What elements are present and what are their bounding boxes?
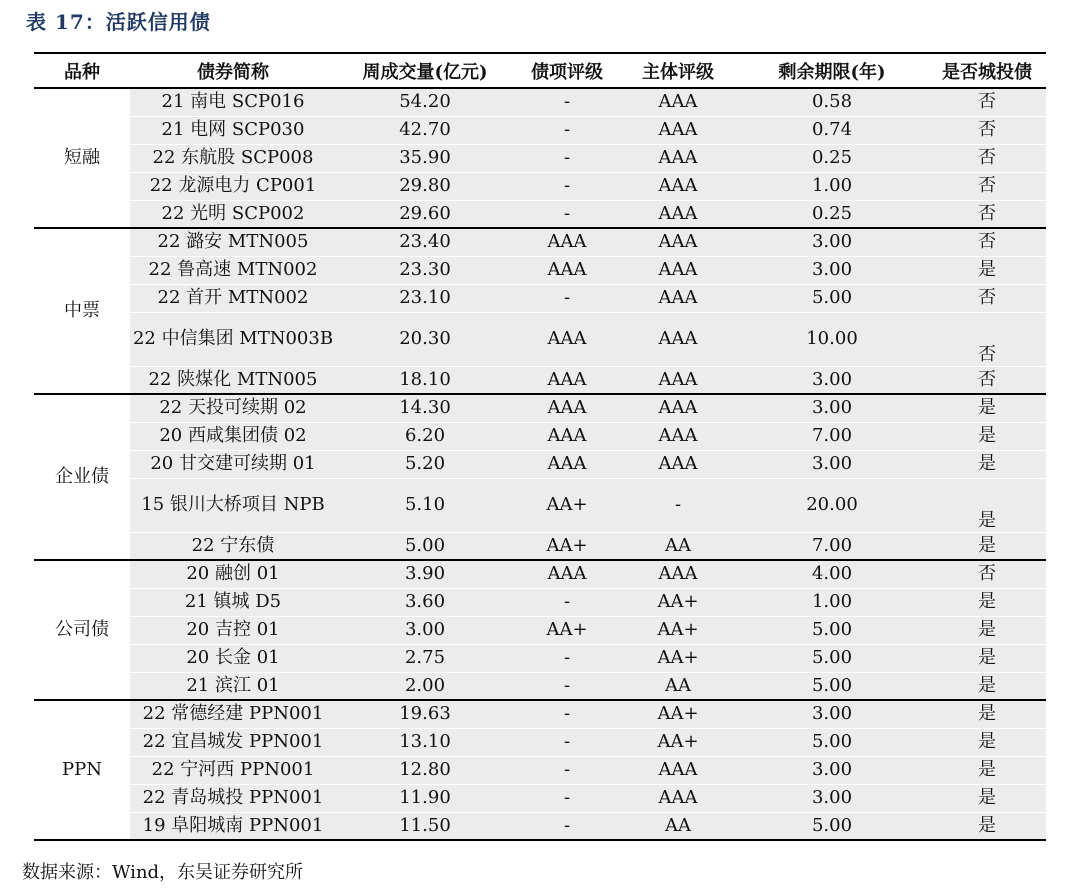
table-row	[34, 616, 1046, 644]
city-investment-flag: 否	[928, 560, 1046, 588]
issuer-rating: AAA	[620, 450, 736, 478]
table-row	[34, 116, 1046, 144]
category-cell: 中票	[34, 228, 130, 394]
bond-name: 21 电网 SCP030	[130, 116, 336, 144]
header-row	[34, 53, 1046, 88]
issuer-rating: AAA	[620, 560, 736, 588]
category-cell: 企业债	[34, 394, 130, 560]
bond-rating: -	[514, 144, 620, 172]
group-corporate-bonds	[34, 560, 1046, 700]
bond-name: 22 宜昌城发 PPN001	[130, 728, 336, 756]
remaining-term: 5.00	[736, 672, 928, 700]
issuer-rating: AAA	[620, 200, 736, 228]
city-investment-flag: 否	[928, 144, 1046, 172]
weekly-volume: 19.63	[336, 700, 514, 728]
weekly-volume: 18.10	[336, 366, 514, 394]
bond-rating: -	[514, 700, 620, 728]
weekly-volume: 2.00	[336, 672, 514, 700]
city-investment-flag: 否	[928, 284, 1046, 312]
bond-rating: AAA	[514, 422, 620, 450]
bond-name: 22 宁东债	[130, 532, 336, 560]
bond-rating: -	[514, 756, 620, 784]
table-row	[34, 478, 1046, 532]
bond-rating: AAA	[514, 394, 620, 422]
weekly-volume: 35.90	[336, 144, 514, 172]
issuer-rating: AA+	[620, 728, 736, 756]
city-investment-flag: 是	[928, 728, 1046, 756]
issuer-rating: AAA	[620, 422, 736, 450]
remaining-term: 4.00	[736, 560, 928, 588]
city-investment-flag: 否	[928, 200, 1046, 228]
city-investment-flag: 是	[928, 478, 1046, 532]
bond-name: 15 银川大桥项目 NPB	[130, 478, 336, 532]
remaining-term: 3.00	[736, 450, 928, 478]
remaining-term: 3.00	[736, 700, 928, 728]
bond-rating: -	[514, 116, 620, 144]
issuer-rating: AA	[620, 812, 736, 840]
remaining-term: 3.00	[736, 784, 928, 812]
remaining-term: 5.00	[736, 728, 928, 756]
issuer-rating: AA	[620, 672, 736, 700]
table-row	[34, 256, 1046, 284]
issuer-rating: -	[620, 478, 736, 532]
bond-rating: -	[514, 200, 620, 228]
remaining-term: 0.58	[736, 88, 928, 116]
table-row	[34, 172, 1046, 200]
remaining-term: 10.00	[736, 312, 928, 366]
weekly-volume: 3.90	[336, 560, 514, 588]
city-investment-flag: 是	[928, 784, 1046, 812]
city-investment-flag: 是	[928, 422, 1046, 450]
weekly-volume: 23.10	[336, 284, 514, 312]
remaining-term: 3.00	[736, 256, 928, 284]
bond-name: 20 西咸集团债 02	[130, 422, 336, 450]
bond-rating: -	[514, 88, 620, 116]
weekly-volume: 6.20	[336, 422, 514, 450]
issuer-rating: AAA	[620, 88, 736, 116]
city-investment-flag: 是	[928, 532, 1046, 560]
issuer-rating: AAA	[620, 784, 736, 812]
bond-name: 22 常德经建 PPN001	[130, 700, 336, 728]
bond-name: 22 中信集团 MTN003B	[130, 312, 336, 366]
table-row	[34, 672, 1046, 700]
issuer-rating: AA	[620, 532, 736, 560]
table-row	[34, 450, 1046, 478]
weekly-volume: 23.30	[336, 256, 514, 284]
table-row	[34, 532, 1046, 560]
table-row	[34, 812, 1046, 840]
bond-name: 22 龙源电力 CP001	[130, 172, 336, 200]
bond-rating: -	[514, 728, 620, 756]
table-row	[34, 366, 1046, 394]
table-row	[34, 144, 1046, 172]
bond-rating: -	[514, 588, 620, 616]
city-investment-flag: 是	[928, 588, 1046, 616]
remaining-term: 5.00	[736, 284, 928, 312]
issuer-rating: AAA	[620, 144, 736, 172]
header-bond-rating: 债项评级	[514, 53, 620, 88]
remaining-term: 5.00	[736, 812, 928, 840]
city-investment-flag: 是	[928, 700, 1046, 728]
active-credit-bond-table	[34, 52, 1046, 841]
weekly-volume: 11.90	[336, 784, 514, 812]
weekly-volume: 5.00	[336, 532, 514, 560]
group-short-term-notes	[34, 88, 1046, 228]
city-investment-flag: 否	[928, 172, 1046, 200]
city-investment-flag: 否	[928, 312, 1046, 366]
remaining-term: 20.00	[736, 478, 928, 532]
city-investment-flag: 是	[928, 256, 1046, 284]
header-city-investment: 是否城投债	[928, 53, 1046, 88]
weekly-volume: 29.60	[336, 200, 514, 228]
bond-rating: AAA	[514, 450, 620, 478]
table-row	[34, 700, 1046, 728]
group-enterprise-bonds	[34, 394, 1046, 560]
bond-name: 20 长金 01	[130, 644, 336, 672]
bond-name: 22 光明 SCP002	[130, 200, 336, 228]
remaining-term: 7.00	[736, 532, 928, 560]
header-weekly-volume: 周成交量(亿元)	[336, 53, 514, 88]
table-row	[34, 394, 1046, 422]
bond-rating: AA+	[514, 532, 620, 560]
category-cell: PPN	[34, 700, 130, 840]
remaining-term: 5.00	[736, 644, 928, 672]
bond-name: 20 融创 01	[130, 560, 336, 588]
bond-rating: AA+	[514, 616, 620, 644]
bond-name: 20 吉控 01	[130, 616, 336, 644]
city-investment-flag: 是	[928, 644, 1046, 672]
bond-name: 22 首开 MTN002	[130, 284, 336, 312]
bond-name: 22 潞安 MTN005	[130, 228, 336, 256]
bond-rating: AAA	[514, 560, 620, 588]
category-cell: 短融	[34, 88, 130, 228]
weekly-volume: 5.10	[336, 478, 514, 532]
bond-name: 22 宁河西 PPN001	[130, 756, 336, 784]
weekly-volume: 3.60	[336, 588, 514, 616]
issuer-rating: AAA	[620, 394, 736, 422]
bond-rating: -	[514, 784, 620, 812]
table-row	[34, 756, 1046, 784]
weekly-volume: 11.50	[336, 812, 514, 840]
bond-rating: -	[514, 284, 620, 312]
city-investment-flag: 否	[928, 228, 1046, 256]
bond-name: 21 镇城 D5	[130, 588, 336, 616]
table-row	[34, 560, 1046, 588]
header-bond-name: 债券简称	[130, 53, 336, 88]
city-investment-flag: 是	[928, 450, 1046, 478]
table-row	[34, 588, 1046, 616]
city-investment-flag: 是	[928, 672, 1046, 700]
bond-name: 22 青岛城投 PPN001	[130, 784, 336, 812]
bond-name: 21 滨江 01	[130, 672, 336, 700]
bond-rating: AAA	[514, 256, 620, 284]
table-row	[34, 88, 1046, 116]
bond-name: 22 天投可续期 02	[130, 394, 336, 422]
table-row	[34, 422, 1046, 450]
bond-name: 20 甘交建可续期 01	[130, 450, 336, 478]
weekly-volume: 13.10	[336, 728, 514, 756]
issuer-rating: AA+	[620, 644, 736, 672]
header-remaining-term: 剩余期限(年)	[736, 53, 928, 88]
bond-rating: AAA	[514, 366, 620, 394]
source-note: 数据来源：Wind，东吴证券研究所	[22, 862, 304, 883]
city-investment-flag: 否	[928, 88, 1046, 116]
remaining-term: 3.00	[736, 228, 928, 256]
bond-name: 22 鲁高速 MTN002	[130, 256, 336, 284]
city-investment-flag: 否	[928, 116, 1046, 144]
bond-name: 22 东航股 SCP008	[130, 144, 336, 172]
weekly-volume: 12.80	[336, 756, 514, 784]
remaining-term: 1.00	[736, 588, 928, 616]
issuer-rating: AAA	[620, 366, 736, 394]
remaining-term: 0.25	[736, 200, 928, 228]
issuer-rating: AAA	[620, 756, 736, 784]
remaining-term: 3.00	[736, 366, 928, 394]
table-row	[34, 228, 1046, 256]
issuer-rating: AA+	[620, 588, 736, 616]
bond-rating: AAA	[514, 312, 620, 366]
weekly-volume: 14.30	[336, 394, 514, 422]
bond-rating: -	[514, 812, 620, 840]
remaining-term: 1.00	[736, 172, 928, 200]
remaining-term: 5.00	[736, 616, 928, 644]
bond-rating: -	[514, 172, 620, 200]
weekly-volume: 20.30	[336, 312, 514, 366]
bond-rating: AA+	[514, 478, 620, 532]
bond-name: 22 陕煤化 MTN005	[130, 366, 336, 394]
table-row	[34, 644, 1046, 672]
issuer-rating: AAA	[620, 228, 736, 256]
bond-name: 21 南电 SCP016	[130, 88, 336, 116]
header-category: 品种	[34, 53, 130, 88]
issuer-rating: AAA	[620, 256, 736, 284]
group-ppn	[34, 700, 1046, 840]
remaining-term: 7.00	[736, 422, 928, 450]
weekly-volume: 5.20	[336, 450, 514, 478]
weekly-volume: 54.20	[336, 88, 514, 116]
issuer-rating: AAA	[620, 172, 736, 200]
city-investment-flag: 是	[928, 394, 1046, 422]
city-investment-flag: 否	[928, 366, 1046, 394]
table-row	[34, 200, 1046, 228]
bond-name: 19 阜阳城南 PPN001	[130, 812, 336, 840]
weekly-volume: 23.40	[336, 228, 514, 256]
bond-rating: AAA	[514, 228, 620, 256]
city-investment-flag: 是	[928, 812, 1046, 840]
issuer-rating: AAA	[620, 284, 736, 312]
category-cell: 公司债	[34, 560, 130, 700]
bond-rating: -	[514, 672, 620, 700]
weekly-volume: 42.70	[336, 116, 514, 144]
bond-rating: -	[514, 644, 620, 672]
group-medium-term-notes	[34, 228, 1046, 394]
city-investment-flag: 是	[928, 616, 1046, 644]
issuer-rating: AA+	[620, 616, 736, 644]
table-row	[34, 312, 1046, 366]
issuer-rating: AAA	[620, 116, 736, 144]
table-row	[34, 284, 1046, 312]
remaining-term: 3.00	[736, 756, 928, 784]
weekly-volume: 3.00	[336, 616, 514, 644]
header-issuer-rating: 主体评级	[620, 53, 736, 88]
table-row	[34, 784, 1046, 812]
weekly-volume: 29.80	[336, 172, 514, 200]
issuer-rating: AA+	[620, 700, 736, 728]
issuer-rating: AAA	[620, 312, 736, 366]
table-row	[34, 728, 1046, 756]
remaining-term: 0.25	[736, 144, 928, 172]
table-caption: 表 17：活跃信用债	[26, 10, 211, 34]
city-investment-flag: 是	[928, 756, 1046, 784]
weekly-volume: 2.75	[336, 644, 514, 672]
remaining-term: 3.00	[736, 394, 928, 422]
remaining-term: 0.74	[736, 116, 928, 144]
